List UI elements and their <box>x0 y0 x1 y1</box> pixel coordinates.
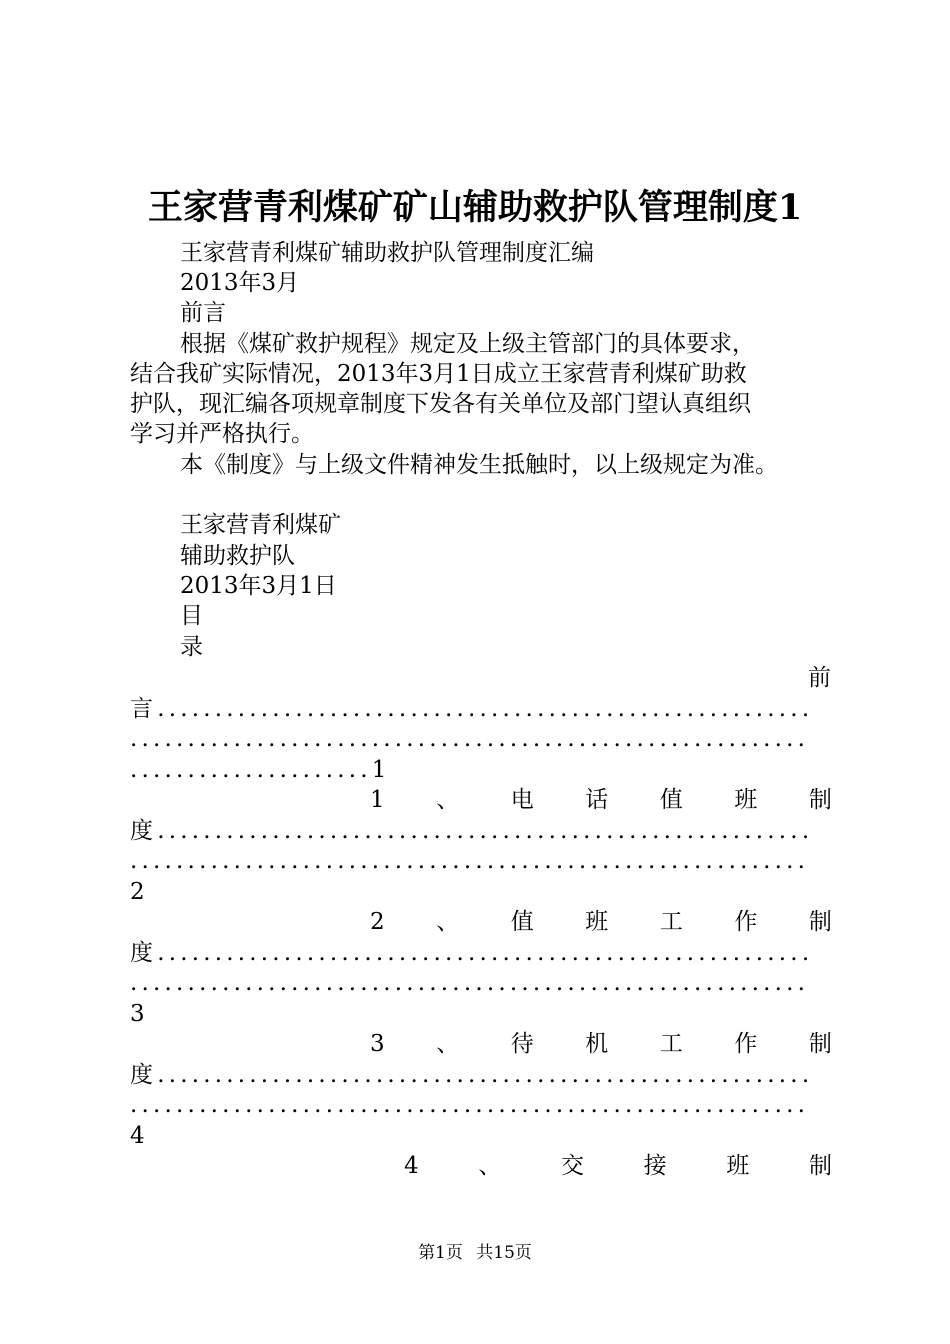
toc-item-1-page: 2 <box>130 879 145 905</box>
toc-preface-leader: 言......................................................... <box>130 696 814 722</box>
toc-char: 值 <box>659 787 683 813</box>
toc-item-3-leader: ........................................................... <box>130 1092 810 1118</box>
toc-item-1-leader: 度......................................................... <box>130 818 814 844</box>
toc-char: 电 <box>510 787 534 813</box>
toc-char: 值 <box>510 909 534 935</box>
toc-char: 、 <box>436 787 460 813</box>
subtitle: 王家营青利煤矿辅助救护队管理制度汇编 <box>180 240 594 266</box>
toc-heading-first: 目 <box>180 603 203 629</box>
toc-preface-head: 前 <box>808 665 831 691</box>
paragraph-line: 学习并严格执行。 <box>130 421 314 447</box>
page-footer <box>0 1242 950 1264</box>
page-total: 共15页 <box>476 1243 532 1263</box>
toc-item-1-leader: ........................................................... <box>130 848 810 874</box>
toc-item-3-page: 4 <box>130 1123 145 1149</box>
toc-char: 制 <box>808 909 832 935</box>
page-number: 第1页 <box>418 1243 463 1263</box>
toc-char: 制 <box>808 787 832 813</box>
toc-char: 1 <box>370 787 385 813</box>
toc-item-3-title <box>370 1029 832 1059</box>
toc-item-2-page: 3 <box>130 1001 145 1027</box>
document-title: 王家营青利煤矿矿山辅助救护队管理制度1 <box>147 187 803 228</box>
toc-char: 、 <box>478 1153 502 1179</box>
toc-char: 待 <box>510 1031 534 1057</box>
toc-item-1-title <box>370 785 832 815</box>
toc-char: 班 <box>734 787 758 813</box>
toc-char: 作 <box>734 909 758 935</box>
toc-char: 4 <box>404 1153 419 1179</box>
toc-char: 接 <box>643 1153 667 1179</box>
toc-char: 3 <box>370 1031 385 1057</box>
paragraph-line: 护队，现汇编各项规章制度下发各有关单位及部门望认真组织 <box>130 391 751 417</box>
toc-char: 工 <box>659 1031 683 1057</box>
toc-item-2-leader: ........................................................... <box>130 970 810 996</box>
toc-char: 班 <box>726 1153 750 1179</box>
toc-char: 制 <box>809 1153 832 1179</box>
toc-char: 、 <box>436 1031 460 1057</box>
toc-char: 作 <box>734 1031 758 1057</box>
toc-preface-leader: ........................................................... <box>130 726 810 752</box>
signature-team: 辅助救护队 <box>180 543 295 569</box>
toc-item-3-leader: 度......................................................... <box>130 1062 814 1088</box>
signature-org: 王家营青利煤矿 <box>180 512 341 538</box>
paragraph-line: 根据《煤矿救护规程》规定及上级主管部门的具体要求， <box>180 331 755 357</box>
toc-heading-second: 录 <box>180 634 203 660</box>
toc-char: 话 <box>585 787 609 813</box>
toc-char: 机 <box>585 1031 609 1057</box>
toc-char: 、 <box>436 909 460 935</box>
toc-char: 班 <box>585 909 609 935</box>
toc-item-2-leader: 度......................................................... <box>130 940 814 966</box>
toc-item-2-title <box>370 907 832 937</box>
toc-preface-page: .....................1 <box>130 757 391 783</box>
paragraph-line: 结合我矿实际情况，2013年3月1日成立王家营青利煤矿助救 <box>130 361 747 387</box>
toc-char: 2 <box>370 909 385 935</box>
paragraph-note: 本《制度》与上级文件精神发生抵触时，以上级规定为准。 <box>180 452 778 478</box>
toc-char: 工 <box>659 909 683 935</box>
preface-heading: 前言 <box>180 300 226 326</box>
toc-char: 制 <box>808 1031 832 1057</box>
toc-char: 交 <box>560 1153 584 1179</box>
signature-date: 2013年3月1日 <box>180 573 337 599</box>
compile-date: 2013年3月 <box>180 270 300 296</box>
toc-item-4-title <box>404 1151 832 1181</box>
